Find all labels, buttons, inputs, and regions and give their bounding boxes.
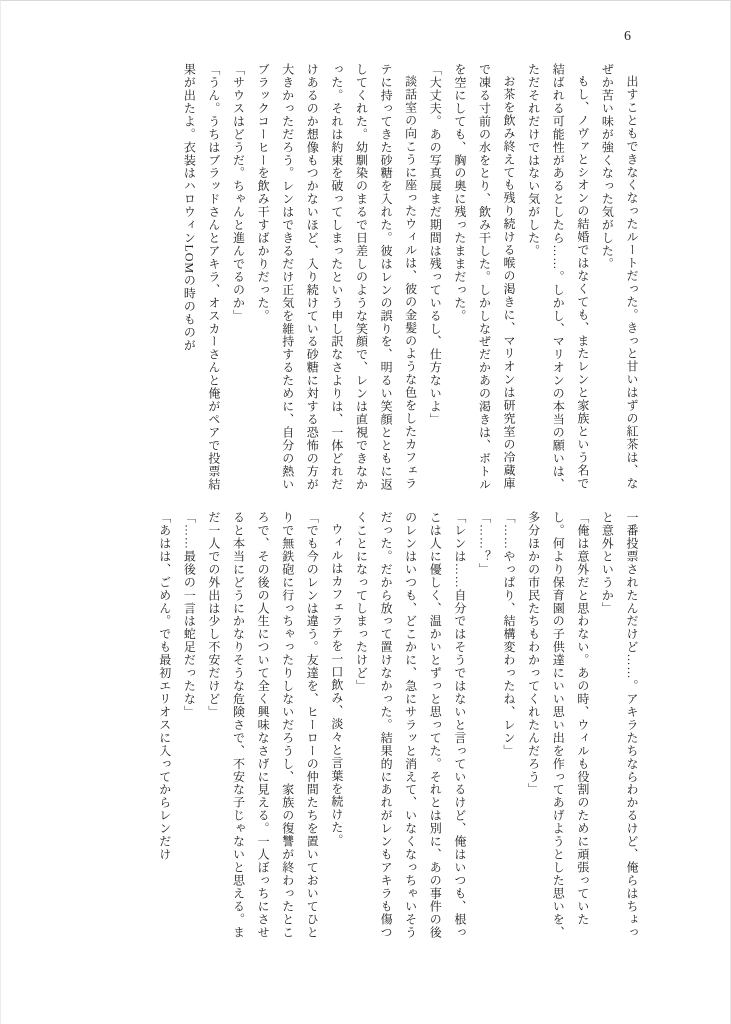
paragraph: お茶を飲み終えても残り続ける喉の渇きに、マリオンは研究室の冷蔵庫で凍る寸前の水をとり、飲み干した。しかしなぜだかあの渇きは、ボトルを空にしても、胸の奥に残ったままだった。	[452, 63, 517, 491]
page-number: 6	[624, 29, 632, 44]
paragraph: 「……？」	[477, 511, 492, 576]
paragraph: 「サウスはどうだ。ちゃんと進んでるのか」	[231, 63, 246, 323]
paragraph: 「俺は意外だと思わない。あの時、ウィルも役割のために頑張っていたし。何より保育園の子供達にいい思い出を作ってあげようとした思いを、多分ほかの市民たちもわかってくれたんだろう」	[526, 511, 590, 939]
paragraph: 「……やっぱり、結構変わったね、レン」	[502, 511, 517, 758]
paragraph: 「うん。うちはブラッドさんとアキラ、オスカーさんと俺がペアで投票結果が出たよ。衣装はハロウィンLOMの時のものが	[182, 63, 221, 491]
paragraph: 「あはは、ごめん。でも最初エリオスに入ってからレンだけ	[157, 511, 172, 861]
paragraph: もし、ノヴァとシオンの結婚ではなくても、またレンと家族という名で結ばれる可能性があるとしたら……。しかし、マリオンの本当の願いは、ただそれだけではない気がした。	[526, 63, 590, 491]
paragraph: 談話室の向こうに座ったウィルは、彼の金髪のような色をしたカフェラテに持ってきた砂糖を入れた。彼はレンの誤りを、明るい笑顔とともに返してくれた。幼馴染のまるで日差しのような笑顔で、レンは直視できなかった。それは約束を破ってしまったという申し訳なさよりは、一体どれだけあるのか想像もつかないほど、入り続けている砂糖に対する恐怖の方が大きかっただろう。レンはできるだけ正気を維持するために、自分の熱いブラックコーヒーを飲み干すばかりだった。	[256, 63, 418, 491]
text-block-upper	[177, 63, 644, 493]
paragraph: 一番投票されたんだけど……。アキラたちならわかるけど、俺らはちょっと意外というか」	[600, 511, 639, 939]
paragraph: 「でも今のレンは違う。友達を、ヒーローの仲間たちを置いておいてひとりで無鉄砲に行っちゃったりしないだろうし、家族の復讐が終わったところで、その後の人生について全く興味なさげに見える。一人ぼっちにさせると本当にどうにかなりそうな危険さで、不安な子じゃないと思える。まだ一人での外出は少し不安だけど」	[206, 511, 320, 939]
paragraph: 「レンは……自分ではそうではないと言っているけど、俺はいつも、根っこは人に優しく、温かいとずっと思ってた。それとは別に、あの事件の後のレンはいつも、どこかに、急にサラッと消えて、いなくなっちゃいそうだった。だから放って置けなかった。結果的にあれがレンもアキラも傷つくことになってしまったけど」	[354, 511, 467, 939]
text-block-lower	[152, 511, 644, 941]
paragraph: 「大丈夫。あの写真展まだ期間は残っているし、仕方ないよ」	[428, 63, 443, 426]
paragraph: ウィルはカフェラテを一口飲み、淡々と言葉を続けた。	[329, 523, 344, 847]
paragraph: 「……最後の一言は蛇足だったな」	[182, 511, 197, 719]
paragraph: 出すこともできなくなったルートだった。きっと甘いはずの紅茶は、なぜか苦い味が強くなった気がした。	[600, 63, 639, 490]
